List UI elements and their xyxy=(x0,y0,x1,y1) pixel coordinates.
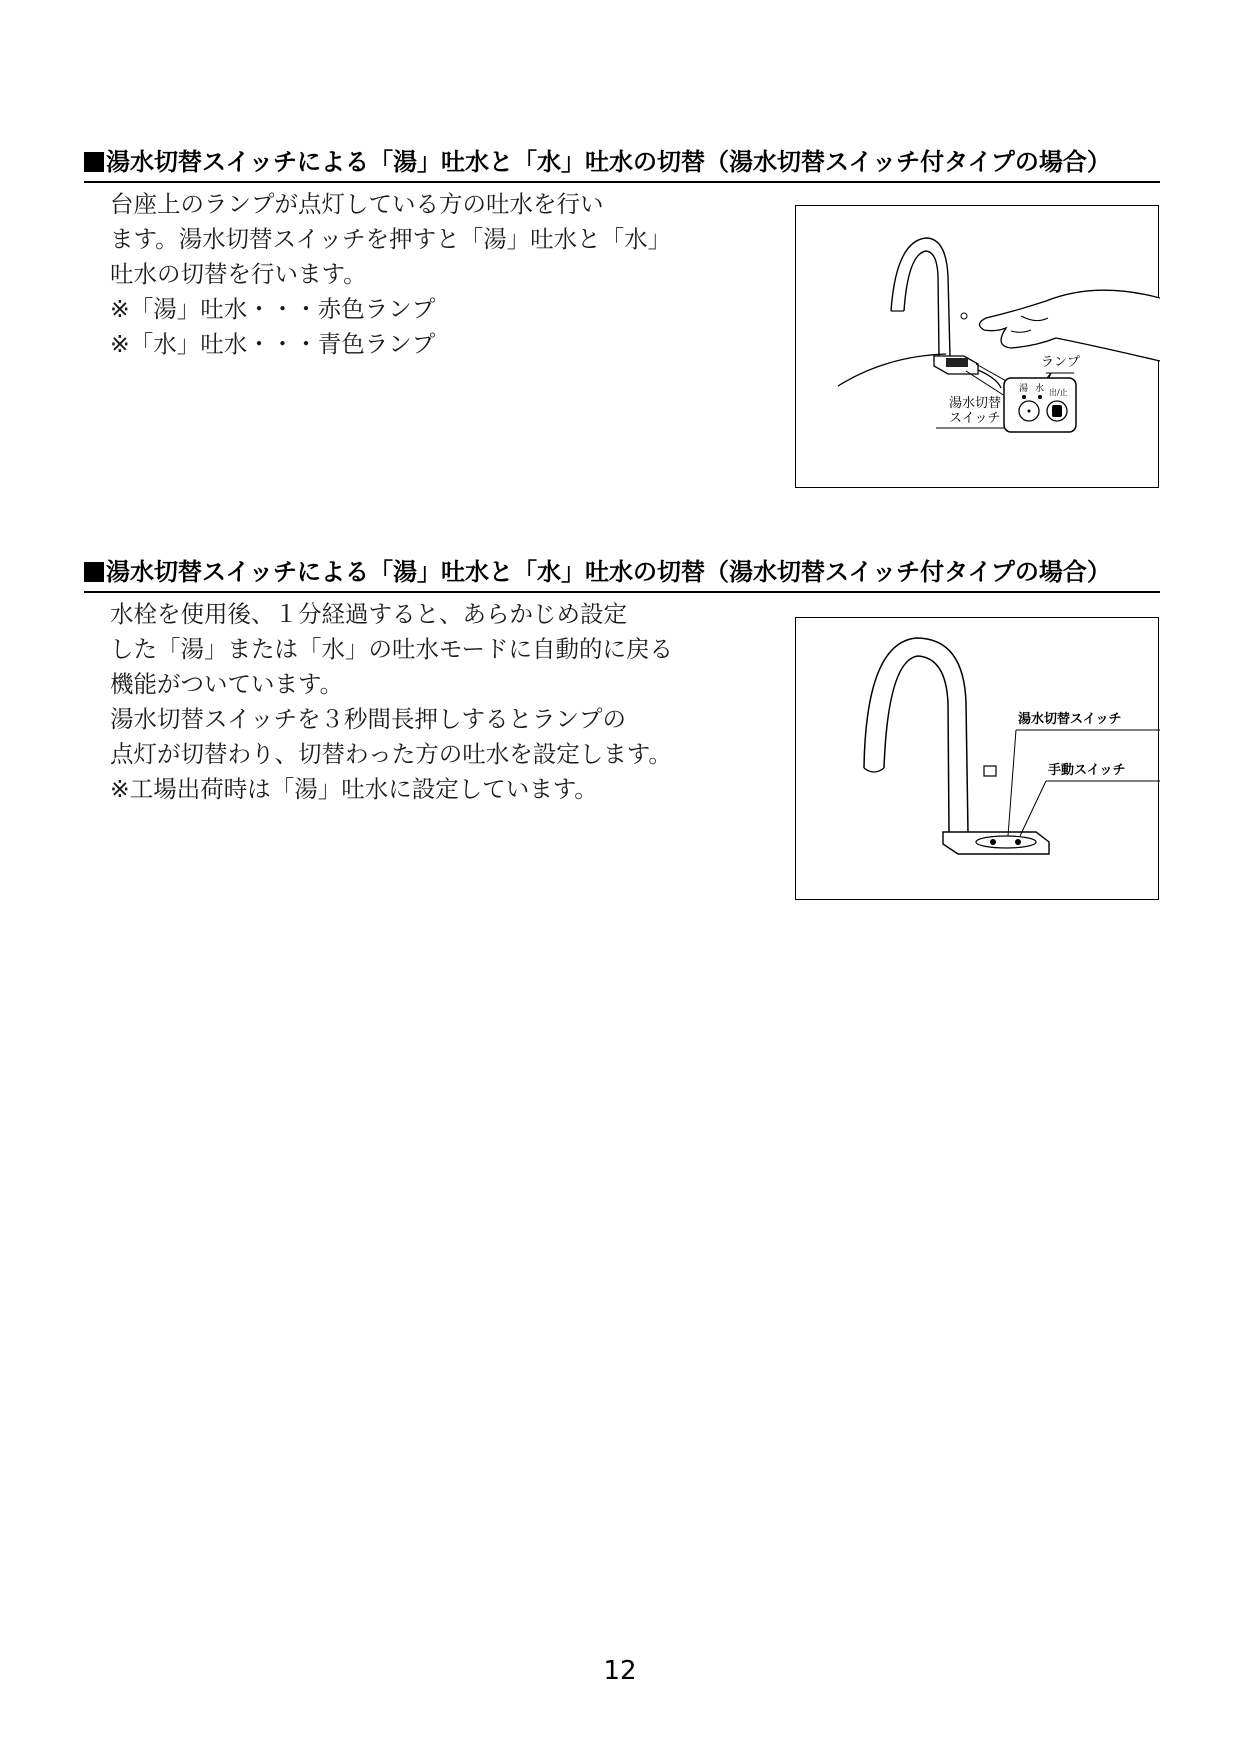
section-1-line: 台座上のランプが点灯している方の吐水を行い xyxy=(110,190,604,218)
panel-cold-label: 水 xyxy=(1035,384,1045,394)
faucet-lamp-drawing xyxy=(796,206,1160,489)
faucet-lamp-illustration xyxy=(795,205,1159,488)
switch-label-line2: スイッチ xyxy=(949,411,1001,426)
switch-label-line1: 湯水切替 xyxy=(949,396,1002,411)
section-1-heading xyxy=(84,145,1160,183)
section-2-line: 点灯が切替わり、切替わった方の吐水を設定します。 xyxy=(110,740,672,768)
section-1-line: ます。湯水切替スイッチを押すと「湯」吐水と「水」 xyxy=(110,225,672,253)
section-1-line: 吐水の切替を行います。 xyxy=(110,260,367,288)
section-2-line: 湯水切替スイッチを３秒間長押しするとランプの xyxy=(110,705,627,733)
manual-switch-label: 手動スイッチ xyxy=(1048,763,1126,778)
switch-label: 湯水切替スイッチ xyxy=(1018,712,1122,727)
section-1-line: ※「湯」吐水・・・赤色ランプ xyxy=(110,295,436,323)
section-2-heading-text: 湯水切替スイッチによる「湯」吐水と「水」吐水の切替（湯水切替スイッチ付タイプの場合） xyxy=(106,558,1111,586)
section-1-line: ※「水」吐水・・・青色ランプ xyxy=(110,330,436,358)
section-1-body xyxy=(110,187,710,362)
section-2-body xyxy=(110,597,710,807)
page-number: 12 xyxy=(603,1656,637,1686)
panel-hot-label: 湯 xyxy=(1019,384,1029,394)
section-2-heading xyxy=(84,555,1160,593)
panel-stop-label: 出/止 xyxy=(1049,388,1068,397)
lamp-label: ランプ xyxy=(1041,355,1081,370)
section-2-line: した「湯」または「水」の吐水モードに自動的に戻る xyxy=(110,635,674,663)
section-2-line: 機能がついています。 xyxy=(110,670,344,698)
square-bullet-icon xyxy=(84,152,104,172)
faucet-switch-illustration xyxy=(795,617,1159,900)
faucet-switch-drawing xyxy=(796,618,1160,901)
square-bullet-icon xyxy=(84,562,104,582)
section-1-heading-text: 湯水切替スイッチによる「湯」吐水と「水」吐水の切替（湯水切替スイッチ付タイプの場合） xyxy=(106,148,1111,176)
section-2-line: 水栓を使用後、１分経過すると、あらかじめ設定 xyxy=(110,600,627,628)
section-2-line: ※工場出荷時は「湯」吐水に設定しています。 xyxy=(110,775,598,803)
